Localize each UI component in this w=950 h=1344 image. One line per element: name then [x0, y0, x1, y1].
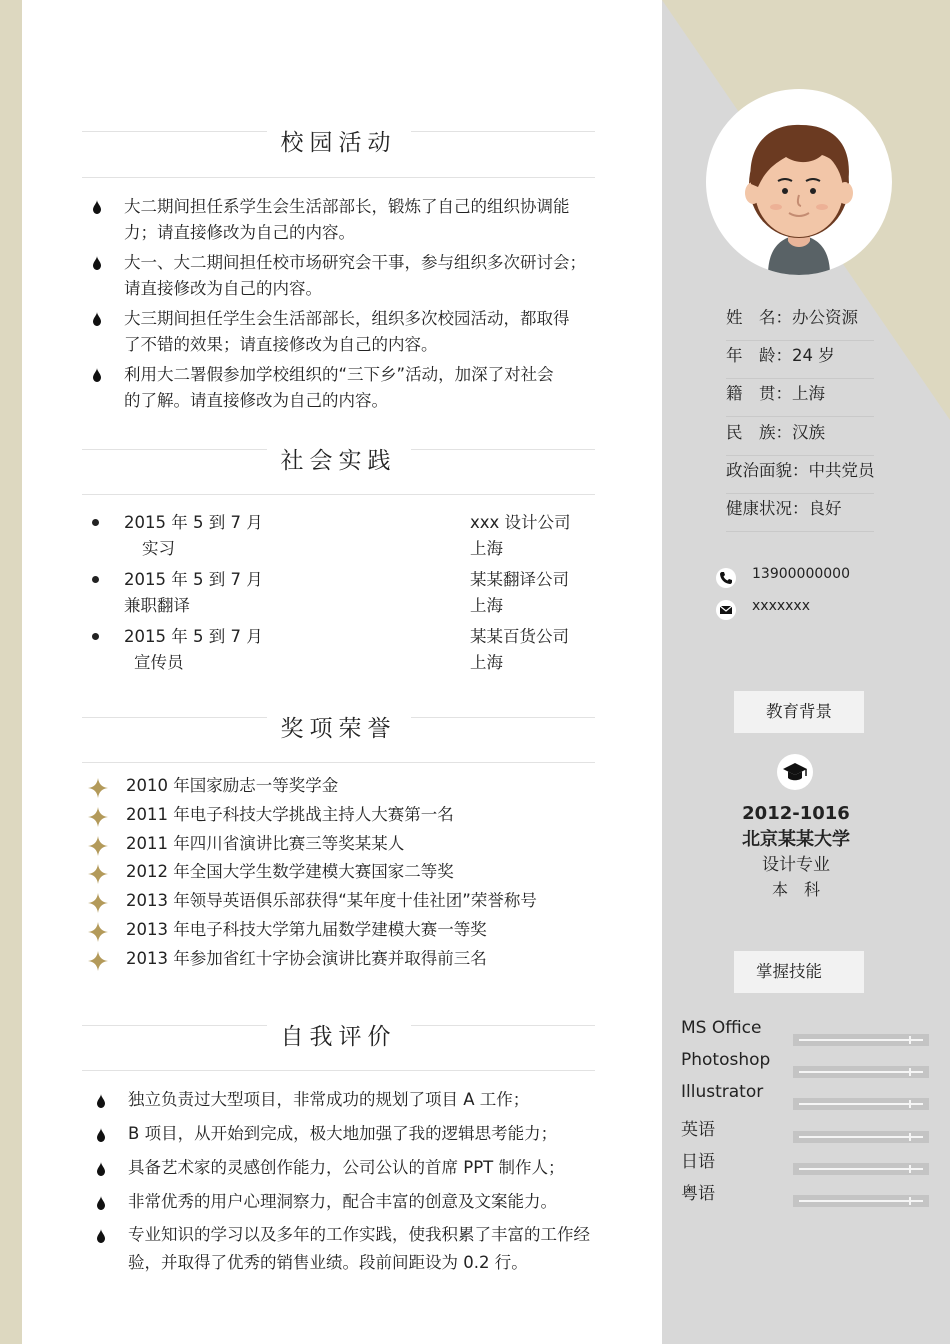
skill-name: 日语 — [681, 1151, 715, 1172]
profile-value: 中共党员 — [808, 460, 875, 480]
profile-label: 姓 名： — [726, 308, 792, 327]
practice-city: 上海 — [470, 539, 503, 558]
skill-name: Photoshop — [681, 1050, 771, 1071]
skill-level-track — [799, 1200, 923, 1202]
sparkle-star-icon — [88, 778, 108, 798]
bullet-drop-icon — [96, 1094, 106, 1108]
graduation-cap-icon — [777, 754, 813, 790]
sparkle-star-icon — [88, 951, 108, 971]
practice-date: 2015 年 5 到 7 月 — [124, 627, 263, 646]
practice-role: 兼职翻译 — [124, 596, 190, 615]
bullet-drop-icon — [96, 1128, 106, 1142]
profile-row — [726, 494, 874, 532]
skill-level-marker — [909, 1197, 911, 1205]
section-divider — [82, 1070, 595, 1071]
sparkle-star-icon — [88, 893, 108, 913]
bullet-drop-icon — [96, 1196, 106, 1210]
profile-label: 政治面貌： — [726, 460, 809, 480]
section-title-awards: 奖项荣誉 — [82, 710, 595, 743]
self-eval-text: B 项目，从开始到完成，极大地加强了我的逻辑思考能力； — [128, 1124, 558, 1143]
skill-level-marker — [909, 1165, 911, 1173]
practice-role: 宣传员 — [134, 653, 184, 672]
campus-item-text: 请直接修改为自己的内容。 — [124, 279, 322, 298]
section-title-campus: 校园活动 — [82, 124, 595, 157]
practice-item — [86, 510, 596, 566]
skill-level-marker — [909, 1133, 911, 1141]
section-title-practice: 社会实践 — [82, 442, 595, 475]
profile-value: 24 岁 — [792, 346, 835, 366]
bullet-drop-icon — [96, 1229, 106, 1243]
practice-company: 某某百货公司 — [470, 627, 569, 646]
self-eval-text: 专业知识的学习以及多年的工作实践，使我积累了丰富的工作经 — [128, 1225, 590, 1244]
education-degree: 本 科 — [771, 880, 820, 899]
profile-value: 良好 — [808, 499, 842, 518]
practice-company: 某某翻译公司 — [470, 570, 569, 589]
profile-row — [726, 456, 874, 494]
practice-date: 2015 年 5 到 7 月 — [124, 570, 263, 589]
campus-item-text: 的了解。请直接修改为自己的内容。 — [124, 391, 388, 410]
skill-level-marker — [909, 1068, 911, 1076]
skill-name: 英语 — [681, 1119, 715, 1140]
practice-role: 实习 — [142, 539, 175, 558]
skill-level-marker — [909, 1100, 911, 1108]
campus-item-text: 大二期间担任系学生会生活部部长，锻炼了自己的组织协调能 — [124, 197, 570, 216]
self-eval-text: 非常优秀的用户心理洞察力，配合丰富的创意及文案能力。 — [128, 1192, 557, 1211]
practice-city: 上海 — [470, 653, 503, 672]
sparkle-star-icon — [88, 922, 108, 942]
practice-item — [86, 567, 596, 623]
skill-level-bar — [793, 1034, 929, 1046]
practice-company: xxx 设计公司 — [470, 513, 571, 532]
skill-level-track — [799, 1168, 923, 1170]
education-period: 2012-1016 — [742, 803, 850, 824]
sparkle-star-icon — [88, 864, 108, 884]
campus-item-text: 了不错的效果；请直接修改为自己的内容。 — [124, 335, 438, 354]
section-divider — [82, 177, 595, 178]
envelope-icon — [716, 600, 736, 620]
skill-level-bar — [793, 1131, 929, 1143]
section-divider — [82, 762, 595, 763]
sparkle-star-icon — [88, 807, 108, 827]
award-text: 2012 年全国大学生数学建模大赛国家二等奖 — [126, 862, 454, 882]
phone-icon — [716, 568, 736, 588]
bullet-drop-icon — [92, 200, 102, 214]
skill-level-track — [799, 1136, 923, 1138]
skill-name: Illustrator — [681, 1082, 764, 1103]
bullet-drop-icon — [92, 368, 102, 382]
skills-title: 掌握技能 — [734, 951, 864, 993]
skill-level-marker — [909, 1036, 911, 1044]
skill-level-track — [799, 1071, 923, 1073]
profile-row — [726, 379, 874, 417]
skill-name: MS Office — [681, 1018, 762, 1038]
self-eval-text: 独立负责过大型项目，非常成功的规划了项目 A 工作； — [128, 1090, 530, 1109]
sparkle-star-icon — [88, 836, 108, 856]
bullet-dot — [92, 633, 99, 640]
profile-label: 健康状况： — [726, 499, 809, 518]
practice-item — [86, 624, 596, 680]
profile-value: 上海 — [792, 384, 825, 404]
education-school: 北京某某大学 — [742, 829, 850, 850]
education-title: 教育背景 — [734, 691, 864, 733]
profile-row — [726, 303, 874, 341]
profile-label: 年 龄： — [726, 346, 792, 366]
skill-level-bar — [793, 1066, 929, 1078]
practice-date: 2015 年 5 到 7 月 — [124, 513, 263, 532]
skill-level-bar — [793, 1195, 929, 1207]
profile-value: 汉族 — [792, 422, 825, 442]
campus-item-text: 大一、大二期间担任校市场研究会干事，参与组织多次研讨会； — [124, 253, 586, 272]
skill-level-bar — [793, 1098, 929, 1110]
bullet-dot — [92, 576, 99, 583]
award-text: 2010 年国家励志一等奖学金 — [126, 776, 339, 795]
award-text: 2013 年领导英语俱乐部获得“某年度十佳社团”荣誉称号 — [126, 891, 537, 911]
award-text: 2011 年电子科技大学挑战主持人大赛第一名 — [126, 804, 454, 824]
self-eval-text: 具备艺术家的灵感创作能力，公司公认的首席 PPT 制作人； — [128, 1158, 565, 1177]
section-title-self: 自我评价 — [82, 1018, 595, 1051]
skill-level-track — [799, 1103, 923, 1105]
bullet-drop-icon — [92, 312, 102, 326]
bullet-drop-icon — [96, 1162, 106, 1176]
award-text: 2013 年参加省红十字协会演讲比赛并取得前三名 — [126, 948, 487, 968]
profile-row — [726, 341, 874, 379]
bullet-drop-icon — [92, 256, 102, 270]
campus-item-text: 大三期间担任学生会生活部部长，组织多次校园活动，都取得 — [124, 309, 570, 328]
avatar — [706, 89, 892, 275]
profile-label: 民 族： — [726, 422, 792, 442]
self-eval-text: 验，并取得了优秀的销售业绩。段前间距设为 0.2 行。 — [128, 1253, 528, 1272]
section-divider — [82, 494, 595, 495]
award-text: 2013 年电子科技大学第九届数学建模大赛一等奖 — [126, 920, 487, 939]
skill-level-track — [799, 1039, 923, 1041]
bullet-dot — [92, 519, 99, 526]
profile-label: 籍 贯： — [726, 384, 792, 404]
award-text: 2011 年四川省演讲比赛三等奖某某人 — [126, 833, 405, 853]
practice-city: 上海 — [470, 596, 503, 615]
skill-level-bar — [793, 1163, 929, 1175]
profile-row — [726, 418, 874, 456]
profile-value: 办公资源 — [792, 308, 858, 327]
education-major: 设计专业 — [762, 855, 830, 875]
campus-item-text: 力；请直接修改为自己的内容。 — [124, 223, 355, 242]
campus-item-text: 利用大二署假参加学校组织的“三下乡”活动，加深了对社会 — [124, 365, 554, 384]
skill-name: 粤语 — [681, 1184, 715, 1204]
